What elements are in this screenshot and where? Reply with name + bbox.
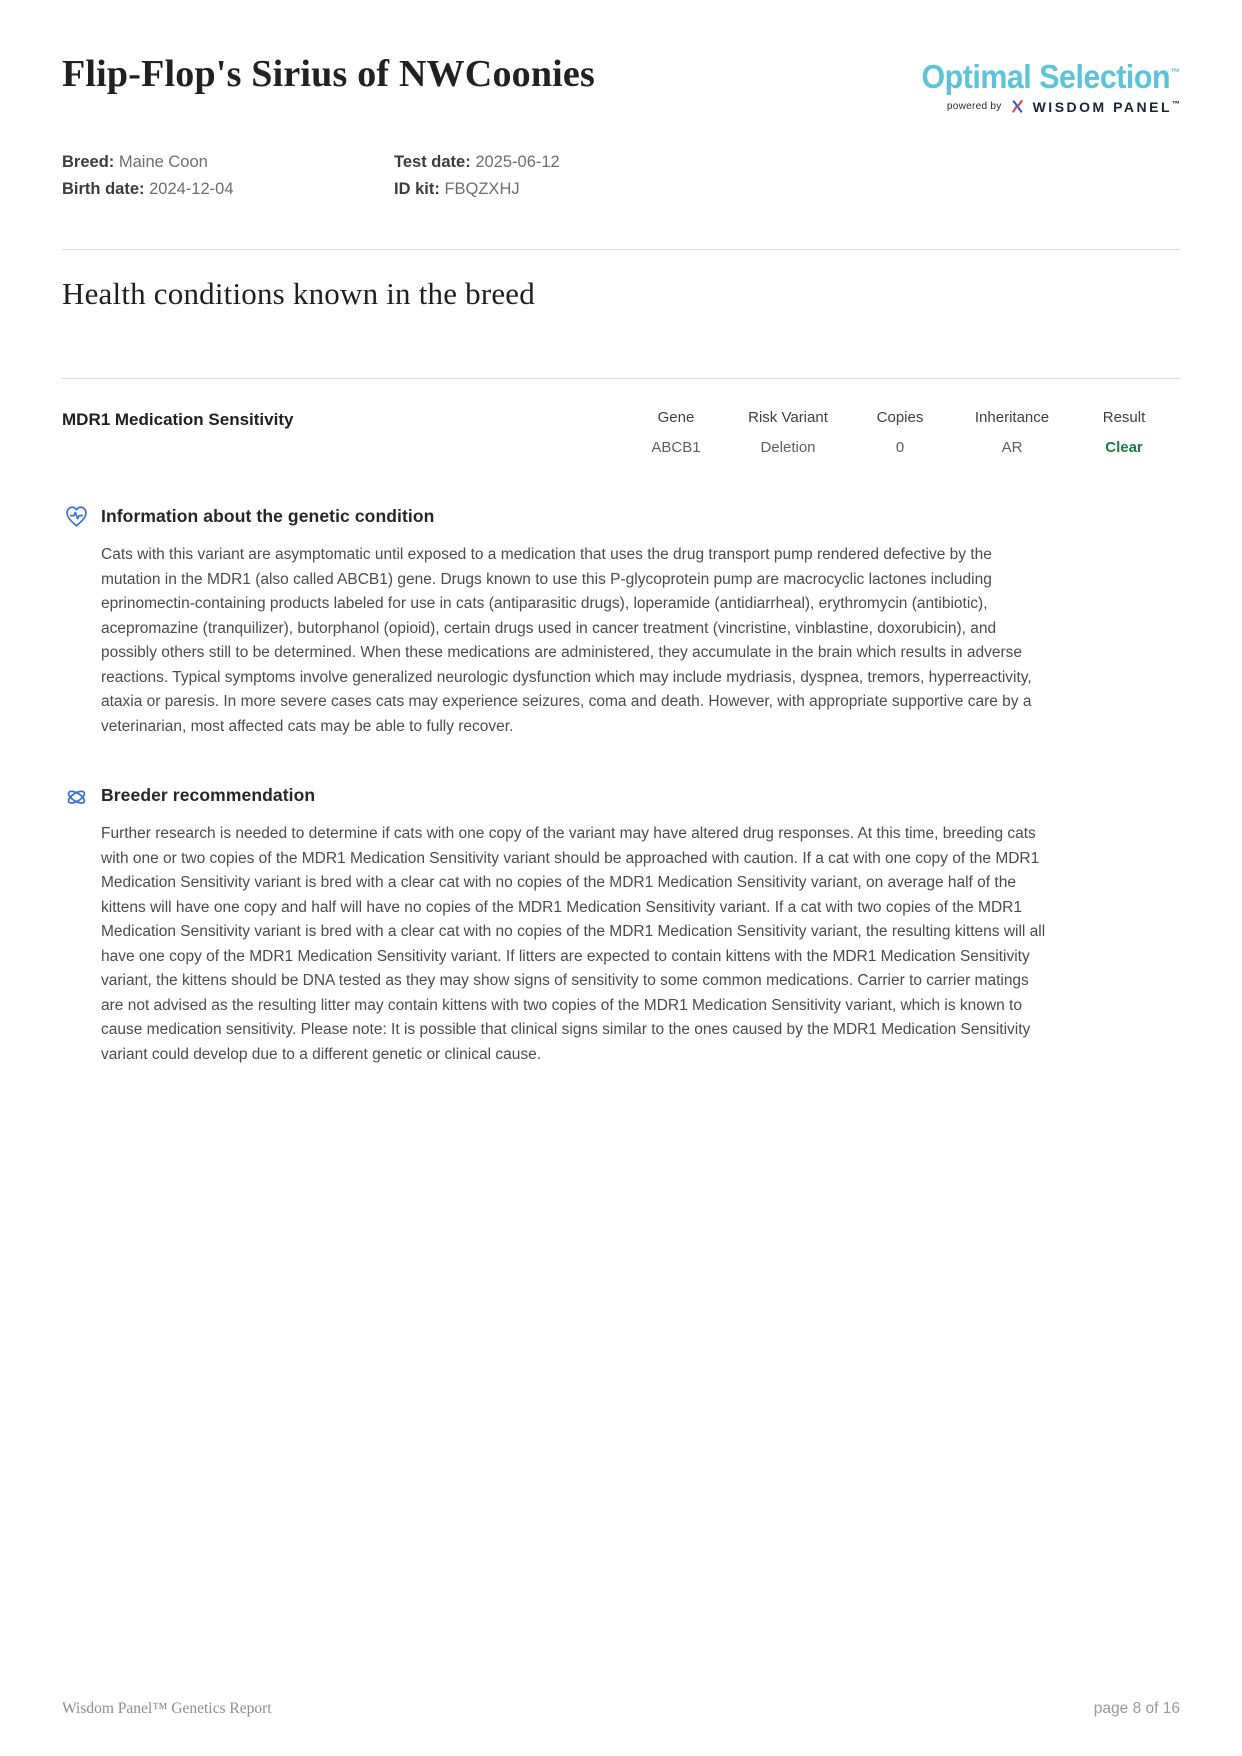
condition-name: MDR1 Medication Sensitivity	[62, 410, 294, 429]
divider	[62, 378, 1180, 379]
condition-columns	[620, 409, 1180, 456]
column-header-copies: Copies	[876, 409, 924, 426]
id-kit-value: FBQZXHJ	[444, 180, 520, 198]
condition-table	[62, 409, 1180, 456]
risk-variant-value: Deletion	[760, 439, 816, 456]
page-footer	[62, 1700, 1180, 1718]
powered-by-label: powered by	[946, 101, 1002, 112]
breed-field	[62, 153, 394, 172]
breeder-section-body: Further research is needed to determine if cats with one copy of the variant may have altered drug responses. At this time, breeding cats with one or two copies of the MDR1 Medication Sensitivity variant should be approached with caution. If a cat with one copy of the MDR1 Medication Sensitivity variant is bred with a clear cat with no copies of the MDR1 Medication Sensitivity variant, on average half of the kittens will have one copy and half will have no copies of the MDR1 Medication Sensitivity variant. If a cat with two copies of the MDR1 Medication Sensitivity variant is bred with a clear cat with no copies of the MDR1 Medication Sensitivity variant, the resulting kittens will all have one copy of the MDR1 Medication Sensitivity variant. If litters are expected to contain kittens with the MDR1 Medication Sensitivity variant, the kittens should be DNA tested as they may show signs of sensitivity to some common medications. Carrier to carrier matings are not advised as the resulting litter may contain kittens with two copies of the MDR1 Medication Sensitivity variant, which is known to cause medication sensitivity. Please note: It is possible that clinical signs similar to the ones caused by the MDR1 Medication Sensitivity variant could develop due to a different genetic or clinical cause.	[101, 825, 1046, 1063]
divider	[62, 249, 1180, 250]
column-header-gene: Gene	[657, 409, 695, 426]
id-kit-field	[394, 180, 1180, 199]
column-header-result: Result	[1102, 409, 1146, 426]
breeder-recommendation-section	[62, 781, 1180, 1067]
report-header	[62, 0, 1180, 115]
column-header-risk-variant: Risk Variant	[748, 409, 828, 426]
genetic-condition-info-section	[62, 502, 1180, 739]
section-title: Health conditions known in the breed	[62, 276, 535, 311]
test-date-value: 2025-06-12	[475, 153, 560, 171]
optimal-selection-logo: Optimal Selection™	[921, 58, 1180, 95]
column-header-inheritance: Inheritance	[974, 409, 1050, 426]
birth-date-value: 2024-12-04	[149, 180, 234, 198]
test-date-label: Test date:	[394, 153, 471, 171]
birth-date-field	[62, 180, 394, 199]
id-kit-label: ID kit:	[394, 180, 440, 198]
trademark-symbol: ™	[1172, 98, 1180, 108]
footer-report-title: Wisdom Panel™ Genetics Report	[62, 1700, 272, 1717]
info-section-body: Cats with this variant are asymptomatic until exposed to a medication that uses the drug transport pump rendered defective by the mutation in the MDR1 (also called ABCB1) gene. Drugs known to use this P-glycoprotein pump are macrocyclic lactones including eprinomectin-containing products labeled for use in cats (antiparasitic drugs), loperamide (antidiarrheal), erythromycin (antibiotic), acepromazine (tranquilizer), butorphanol (opioid), certain drugs used in cancer treatment (vincristine, vinblastine, doxorubicin), and possibly others still to be determined. When these medications are administered, they accumulate in the brain which results in adverse reactions. Typical symptoms involve generalized neurologic dysfunction which may include mydriasis, dyspnea, tremors, hyperreactivity, ataxia or paresis. In more severe cases cats may experience seizures, coma and death. However, with appropriate supportive care by a veterinarian, most affected cats may be able to fully recover.	[101, 546, 1032, 735]
brand-logo	[899, 54, 1180, 115]
copies-column	[844, 409, 956, 456]
pet-metadata	[62, 153, 1180, 199]
dna-helix-icon	[1009, 98, 1026, 115]
risk-variant-column	[732, 409, 844, 456]
info-section-heading: Information about the genetic condition	[101, 505, 435, 526]
result-column	[1068, 409, 1180, 456]
inheritance-value: AR	[1001, 439, 1023, 456]
inheritance-column	[956, 409, 1068, 456]
breed-value: Maine Coon	[118, 153, 208, 171]
footer-page-number: page 8 of 16	[1093, 1700, 1180, 1717]
test-date-field	[394, 153, 1180, 172]
result-value-badge: Clear	[1105, 439, 1143, 456]
heart-pulse-icon	[62, 502, 90, 530]
copies-value: 0	[895, 439, 905, 456]
pet-name-title: Flip-Flop's Sirius of NWCoonies	[62, 53, 595, 95]
gene-column	[620, 409, 732, 456]
trademark-symbol: ™	[1170, 67, 1180, 79]
linked-loops-icon	[62, 781, 90, 809]
breeder-section-heading: Breeder recommendation	[101, 784, 316, 805]
wisdom-panel-logo: WISDOM PANEL™	[1032, 98, 1180, 115]
gene-value: ABCB1	[651, 439, 701, 456]
breed-label: Breed:	[62, 153, 115, 171]
birth-date-label: Birth date:	[62, 180, 145, 198]
